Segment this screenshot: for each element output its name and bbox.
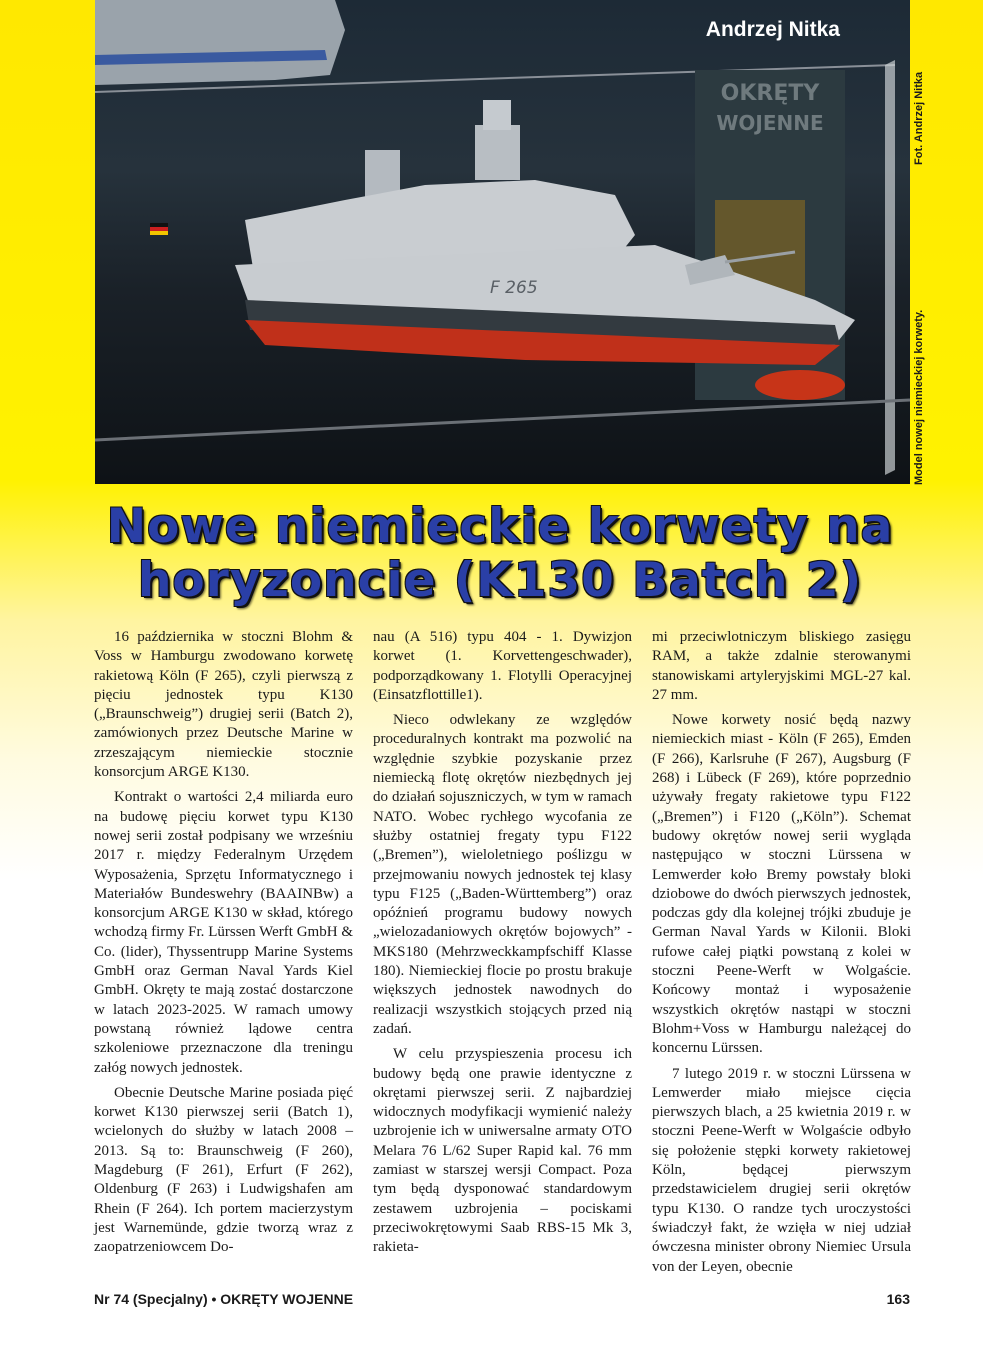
- paragraph: Nowe korwety nosić będą nazwy niemieckich miast - Köln (F 265), Emden (F 266), Karlsruhe (F 267), Augsburg (F 268) i Lübeck (F 269), które poprzednio używały fregaty rakietowe typu F122 („Bremen”) i F120 („Köln”). Schemat budowy okrętów nowej serii wygląda następująco w stoczni Lürssena w Lemwerder koło Bremy powstały bloki dziobowe do dwóch pierwszych jednostek, podczas gdy dla kolejnej trójki zbuduje je German Naval Yards w Kilonii. Bloki rufowe całej piątki powstaną z kolei w stoczni Peene-Werft w Wolgaście. Końcowy montaż i wyposażenie wszystkich okrętów nastąpi w stoczni Blohm+Voss w Hamburgu należącej do koncernu Lürssen.: [652, 712, 911, 1057]
- display-rail: [95, 400, 910, 440]
- flag-red: [150, 227, 168, 231]
- sign-text-line2: WOJENNE: [716, 111, 824, 135]
- article-title: [100, 500, 900, 608]
- flag-black: [150, 223, 168, 227]
- mast-radar: [483, 100, 511, 130]
- sonar-bulb: [755, 370, 845, 400]
- paragraph: 16 października w stoczni Blohm & Voss w Hamburgu zwodowano korwetę rakietową Köln (F 265), czyli pierwszą z pięciu jednostek typu K130 („Braunschweig”) drugiej serii (Batch 2), zamówionych przez Deutsche Marine w zrzeszającym niemieckie stocznie konsorcjum ARGE K130.: [94, 629, 353, 781]
- photo-caption-text: Model nowej niemieckiej korwety.: [913, 309, 925, 485]
- paragraph: Obecnie Deutsche Marine posiada pięć korwet K130 pierwszej serii (Batch 1), wcielonych do służby w latach 2008 – 2013. Są to: Braunschweig (F 260), Magdeburg (F 261), Erfurt (F 262), Oldenburg (F 263) i Ludwigshafen am Rhein (F 264). Ich portem macierzystym jest Warnemünde, gdzie tworzą wraz z zaopatrzeniowcem Do-: [94, 1084, 353, 1256]
- article-title-line2: horyzoncie (K130 Batch 2): [137, 553, 863, 608]
- article-title-line1: Nowe niemieckie korwety na: [106, 499, 894, 554]
- text-column-3: [652, 628, 911, 1283]
- paragraph: W celu przyspieszenia procesu ich budowy będą one prawie identyczne z okrętami pierwszej serii. Z najbardziej widocznych modyfikacji wymienić należy uzbrojenie ich w uniwersalne armaty OTO Melara 76 L/62 Super Rapid kal. 76 mm zamiast w starszej wersji Compact. Poza tym będą dysponować standardowym zestawem uzbrojenia – pociskami przeciwokrętowymi Saab RBS-15 Mk 3, rakieta-: [373, 1046, 632, 1256]
- text-column-2: [373, 628, 632, 1264]
- sign-text-line1: OKRĘTY: [720, 81, 820, 106]
- hull-number: F 265: [490, 278, 538, 298]
- paragraph: nau (A 516) typu 404 - 1. Dywizjon korwet (1. Korvettengeschwader), podporządkowany 1. Flotylli Operacyjnej (Einsatzflottille1).: [373, 629, 632, 703]
- ship-model-photo: [95, 0, 910, 484]
- paragraph: mi przeciwlotniczym bliskiego zasięgu RAM, a także zdalnie sterowanymi stanowiskami artyleryjskimi MGL-27 kal. 27 mm.: [652, 629, 911, 703]
- ship-model-illustration: [95, 0, 910, 484]
- photo-credit: [913, 50, 935, 165]
- photo-credit-text: Fot. Andrzej Nitka: [913, 71, 925, 165]
- paragraph: 7 lutego 2019 r. w stoczni Lürssena w Lemwerder miało miejsce cięcia pierwszych blach, a 25 kwietnia 2019 r. w stoczni Peene-Werft w Wolgaście odbyło się położenie stępki korwety rakietowej Köln, będącej pierwszym przedstawicielem drugiej serii okrętów typu K130. O randze tych uroczystości świadczył fakt, że wzięła w niej udział ówczesna minister obrony Niemiec Ursula von der Leyen, obecnie: [652, 1065, 911, 1275]
- photo-caption: [913, 265, 935, 485]
- flag-gold: [150, 231, 168, 235]
- footer-issue: Nr 74 (Specjalny) • OKRĘTY WOJENNE: [94, 1291, 354, 1307]
- paragraph: Nieco odwlekany ze względów proceduralnych kontrakt ma pozwolić na względnie szybkie pozyskanie przez niemiecką flotę okrętów niezbędnych jej do działań sojuszniczych, w tym w ramach NATO. Wobec rychłego wycofania ze służby ostatniej fregaty typu F122 („Bremen”), wieloletniego poślizgu w przejmowaniu nowych jednostek tej klasy typu F125 („Baden-Württemberg”) oraz opóźnień programu budowy nowych „wielozadaniowych okrętów bojowych” - MKS180 (Mehrzweckkampfschiff Klasse 180). Niemieckiej flocie po prostu brakuje większych jednostek nawodnych do realizacji wszystkich stojących przed nią zadań.: [373, 712, 632, 1037]
- paragraph: Kontrakt o wartości 2,4 miliarda euro na budowę pięciu korwet typu K130 nowej serii został podpisany we wrześniu 2017 r. między Federalnym Urzędem Wyposażenia, Sprzętu Informatycznego i Materiałów Bundeswehry (BAAINBw) a konsorcjum ARGE K130 w skład, którego wchodzą firmy Fr. Lürssen Werft GmbH & Co. (lider), Thyssentrupp Marine Systems GmbH oraz German Naval Yards Kiel GmbH. Okręty te mają zostać dostarczone w latach 2023-2025. W ramach umowy powstaną również lądowe centra szkoleniowe przeznaczone dla treningu załóg nowych jednostek.: [94, 789, 353, 1076]
- author-name: Andrzej Nitka: [705, 18, 840, 41]
- case-edge-right: [885, 60, 895, 475]
- background-ship: [95, 0, 345, 85]
- text-column-1: [94, 628, 353, 1264]
- main-mast: [475, 125, 520, 180]
- page-number: 163: [886, 1291, 910, 1307]
